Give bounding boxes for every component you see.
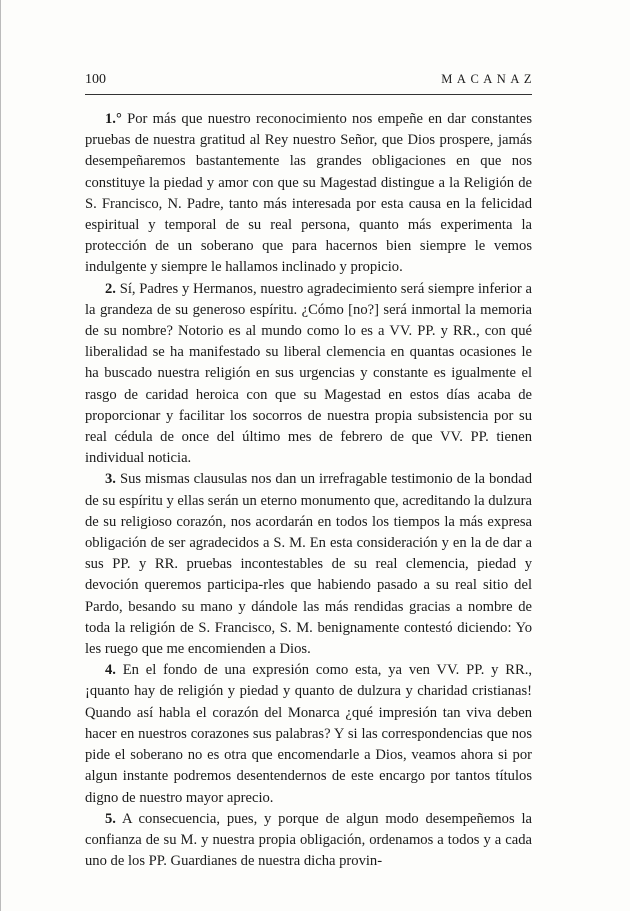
document-page bbox=[85, 72, 536, 872]
paragraph-number: 4. bbox=[105, 662, 116, 679]
paragraph-text: Por más que nuestro reconocimiento nos empeñe en dar constantes pruebas de nuestra gratitud al Rey nuestro Señor, que Dios prospere, jamás desempeñaremos bastantemente las grandes obligaciones en que nos constituye la piedad y amor con que su Magestad distingue a la Religión de S. Francisco, N. Padre, tanto más interesada por esta causa en la felicidad espiritual y temporal de su real persona, quanto más experimenta la protección de un soberano que para hacernos bien siempre le vemos indulgente y siempre le hallamos inclinado y propicio. bbox=[85, 111, 532, 276]
document-body bbox=[85, 109, 532, 872]
paragraph-number: 5. bbox=[105, 810, 116, 827]
paragraph-number: 3. bbox=[105, 471, 116, 488]
paragraph-2 bbox=[85, 279, 532, 470]
paragraph-number: 2. bbox=[105, 280, 116, 297]
running-head: MACANAZ bbox=[441, 72, 536, 86]
paragraph-1 bbox=[85, 109, 532, 279]
page-number: 100 bbox=[85, 72, 106, 87]
paragraph-3 bbox=[85, 469, 532, 660]
page-edge-line bbox=[0, 0, 1, 911]
page-header bbox=[85, 72, 536, 95]
paragraph-5 bbox=[85, 809, 532, 873]
paragraph-text: A consecuencia, pues, y porque de algun modo desempeñemos la confianza de su M. y nuestra propia obligación, ordenamos a todos y a cada uno de los PP. Guardianes de nuestra dicha provin- bbox=[85, 810, 532, 870]
paragraph-4 bbox=[85, 660, 532, 808]
paragraph-number: 1.° bbox=[105, 111, 122, 127]
paragraph-text: Sus mismas clausulas nos dan un irrefragable testimonio de la bondad de su espíritu y ellas serán un eterno monumento que, acreditando la dulzura de su religioso corazón, nos acordarán en todos los tiempos la más expresa obligación de ser agradecidos a S. M. En esta consideración y en la de dar a sus PP. y RR. pruebas incontestables de su real clemencia, piedad y devoción queremos participa-rles que habiendo pasado a su real sitio del Pardo, besando su mano y dándole las más rendidas gracias a nombre de toda la religión de S. Francisco, S. M. benignamente contestó diciendo: Yo les ruego que me encomienden a Dios. bbox=[85, 471, 532, 658]
paragraph-text: En el fondo de una expresión como esta, ya ven VV. PP. y RR., ¡quanto hay de religión y piedad y quanto de dulzura y charidad cristianas! Quando así habla el corazón del Monarca ¿qué impresión tan viva deben hacer en nuestros corazones sus palabras? Y si las correspondencias que nos pide el soberano no es otra que encomendarle a Dios, veamos ahora si por algun instante podremos desentendernos de este encargo por tantos títulos digno de nuestro mayor aprecio. bbox=[85, 662, 532, 806]
paragraph-text: Sí, Padres y Hermanos, nuestro agradecimiento será siempre inferior a la grandeza de su generoso espíritu. ¿Cómo [no?] será inmortal la memoria de su nombre? Notorio es al mundo como lo es a VV. PP. y RR., con qué liberalidad se ha manifestado su liberal clemencia en quantas ocasiones le ha buscado nuestra religión en sus urgencias y constante es igualmente el rasgo de caridad heroica con que su Magestad en estos días acaba de proporcionar y facilitar los socorros de nuestra propia subsistencia por su real cédula de once del último mes de febrero de que VV. PP. tienen individual noticia. bbox=[85, 280, 532, 467]
